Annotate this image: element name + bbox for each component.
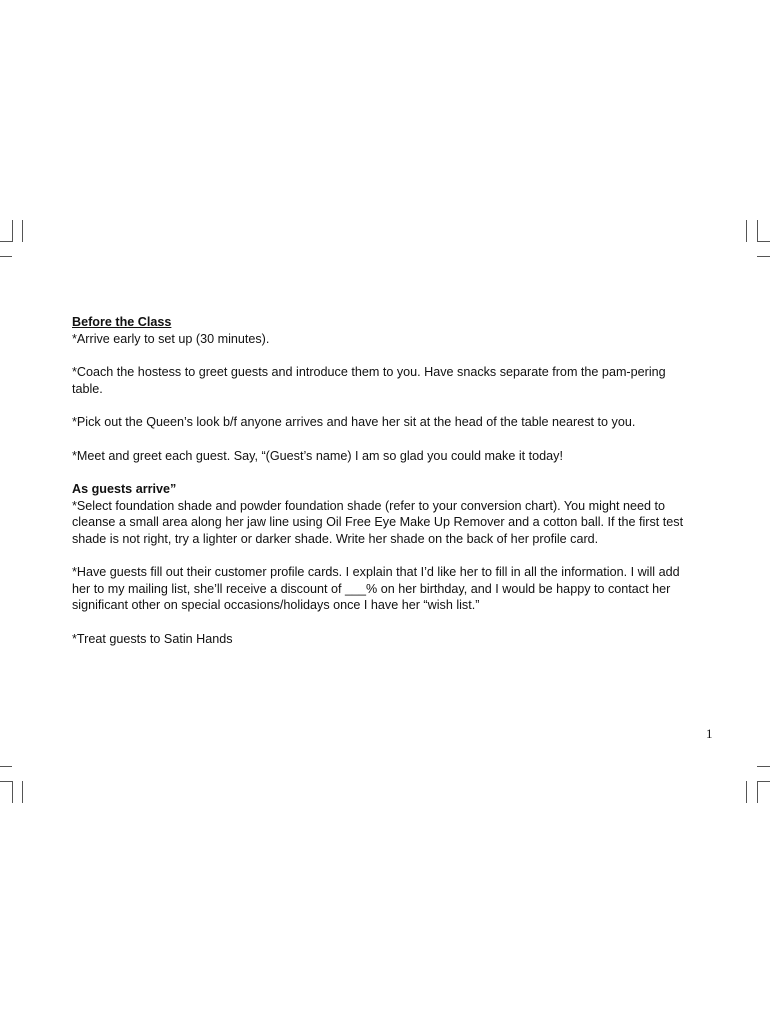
crop-mark-top-left-v1 bbox=[12, 220, 13, 242]
paragraph-coach-hostess: *Coach the hostess to greet guests and introduce them to you. Have snacks separate from the pam-pering table. bbox=[72, 365, 666, 396]
page-number: 1 bbox=[706, 726, 713, 741]
crop-mark-bottom-left-v2 bbox=[22, 781, 23, 803]
crop-mark-bottom-right-tick bbox=[757, 766, 770, 767]
paragraph-meet-greet: *Meet and greet each guest. Say, “(Guest’s name) I am so glad you could make it today! bbox=[72, 448, 563, 463]
paragraph-select-foundation: *Select foundation shade and powder foundation shade (refer to your conversion chart). You might need to cleanse a small area along her jaw line using Oil Free Eye Make Up Remover and a cotton ball. If the first test shade is not right, try a lighter or darker shade. Write her shade on the back of her profile card. bbox=[72, 498, 684, 546]
spacer bbox=[72, 614, 697, 631]
crop-mark-top-left-v2 bbox=[22, 220, 23, 242]
crop-mark-bottom-right-v2 bbox=[757, 781, 758, 803]
section-heading-as-guests-arrive: As guests arrive” bbox=[72, 482, 177, 496]
crop-mark-bottom-left-h bbox=[0, 781, 12, 782]
spacer bbox=[72, 547, 697, 564]
crop-mark-bottom-left-tick bbox=[0, 766, 12, 767]
spacer bbox=[72, 464, 697, 481]
paragraph-pick-queen-look: *Pick out the Queen’s look b/f anyone arrives and have her sit at the head of the table nearest to you. bbox=[72, 415, 636, 429]
document-body bbox=[72, 314, 697, 647]
spacer bbox=[72, 397, 697, 414]
spacer bbox=[72, 431, 697, 448]
crop-mark-top-left-h bbox=[0, 241, 12, 242]
paragraph-arrive-early: *Arrive early to set up (30 minutes). bbox=[72, 331, 270, 346]
section-heading-before-class: Before the Class bbox=[72, 315, 172, 329]
crop-mark-top-right-v1 bbox=[746, 220, 747, 242]
crop-mark-bottom-right-h bbox=[757, 781, 770, 782]
spacer bbox=[72, 347, 697, 364]
paragraph-profile-cards: *Have guests fill out their customer profile cards. I explain that I’d like her to fill in all the information. I will add her to my mailing list, she’ll receive a discount of ___% on her birthday, and I would be happy to contact her significant other on special occasions/holidays once I have her “wish list.” bbox=[72, 565, 680, 612]
crop-mark-bottom-left-v1 bbox=[12, 781, 13, 803]
crop-mark-top-left-tick bbox=[0, 256, 12, 257]
crop-mark-top-right-v2 bbox=[757, 220, 758, 242]
crop-mark-top-right-tick bbox=[757, 256, 770, 257]
paragraph-satin-hands: *Treat guests to Satin Hands bbox=[72, 631, 233, 646]
crop-mark-bottom-right-v1 bbox=[746, 781, 747, 803]
crop-mark-top-right-h bbox=[757, 241, 770, 242]
